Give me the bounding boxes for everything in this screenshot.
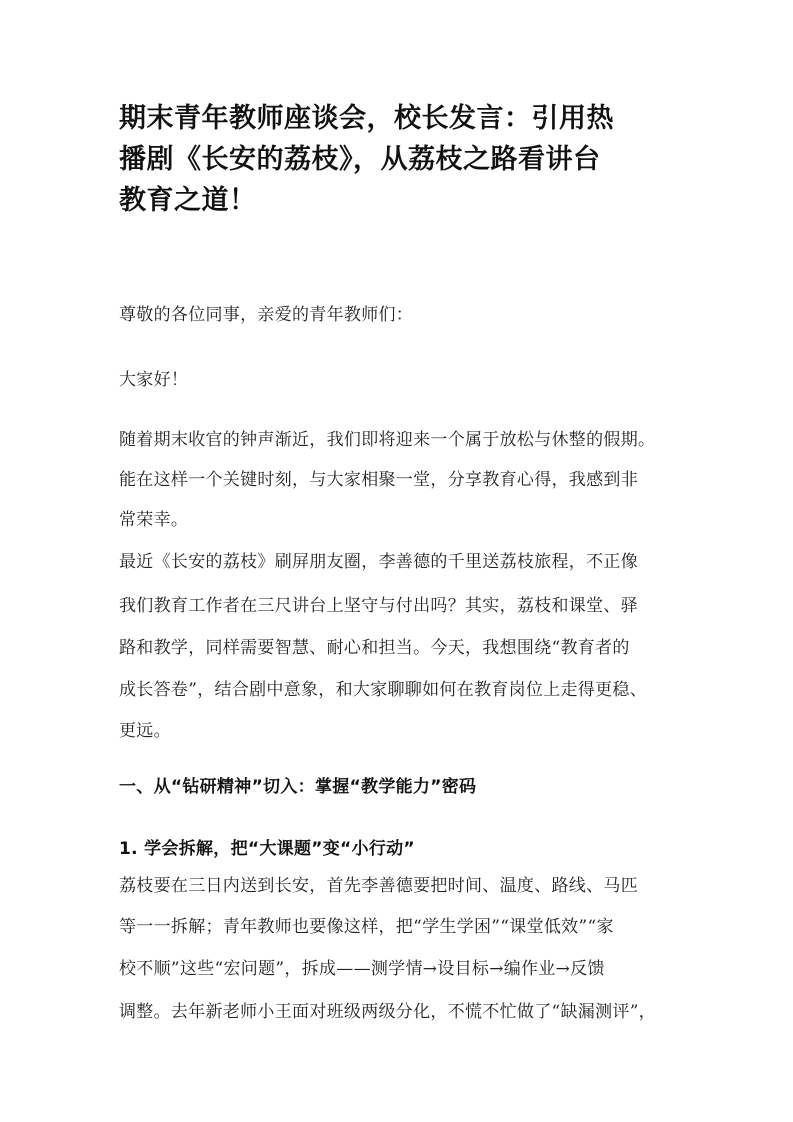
paragraph-1-line: 随着期末收官的钟声渐近，我们即将迎来一个属于放松与休整的假期。: [119, 430, 656, 450]
subsection-heading: 1. 学会拆解，把“大课题”变“小行动”: [119, 839, 415, 859]
section-heading: 一、从“钻研精神”切入：掌握“教学能力”密码: [119, 777, 477, 797]
paragraph-2-line: 成长答卷”，结合剧中意象，和大家聊聊如何在教育岗位上走得更稳、: [119, 680, 647, 700]
paragraph-1-line: 常荣幸。: [119, 510, 189, 530]
paragraph-3-line: 校不顺”这些“宏问题”，拆成——测学情→设目标→编作业→反馈: [119, 959, 605, 979]
paragraph-2-line: 路和教学，同样需要智慧、耐心和担当。今天，我想围绕“教育者的: [119, 638, 630, 658]
salutation: 尊敬的各位同事，亲爱的青年教师们：: [119, 305, 414, 325]
paragraph-3-line: 等一一拆解；青年教师也要像这样，把“学生学困”“课堂低效”“家: [119, 917, 614, 937]
paragraph-1-line: 能在这样一个关键时刻，与大家相聚一堂，分享教育心得，我感到非: [119, 470, 638, 490]
paragraph-2-line: 最近《长安的荔枝》刷屏朋友圈，李善德的千里送荔枝旅程，不正像: [119, 552, 638, 572]
title-line: 播剧《长安的荔枝》，从荔枝之路看讲台: [119, 144, 601, 175]
paragraph-3-line: 调整。去年新老师小王面对班级两级分化，不慌不忙做了“缺漏测评”，: [119, 1002, 656, 1022]
paragraph-2-line: 我们教育工作者在三尺讲台上坚守与付出吗？其实，荔枝和课堂、驿: [119, 596, 638, 616]
greeting: 大家好！: [119, 370, 189, 390]
document-title: [119, 98, 679, 221]
title-line: 期末青年教师座谈会，校长发言：引用热: [119, 103, 614, 134]
paragraph-3-line: 荔枝要在三日内送到长安，首先李善德要把时间、温度、路线、马匹: [119, 876, 638, 896]
title-line: 教育之道！: [119, 185, 257, 216]
paragraph-2-line: 更远。: [119, 721, 171, 741]
